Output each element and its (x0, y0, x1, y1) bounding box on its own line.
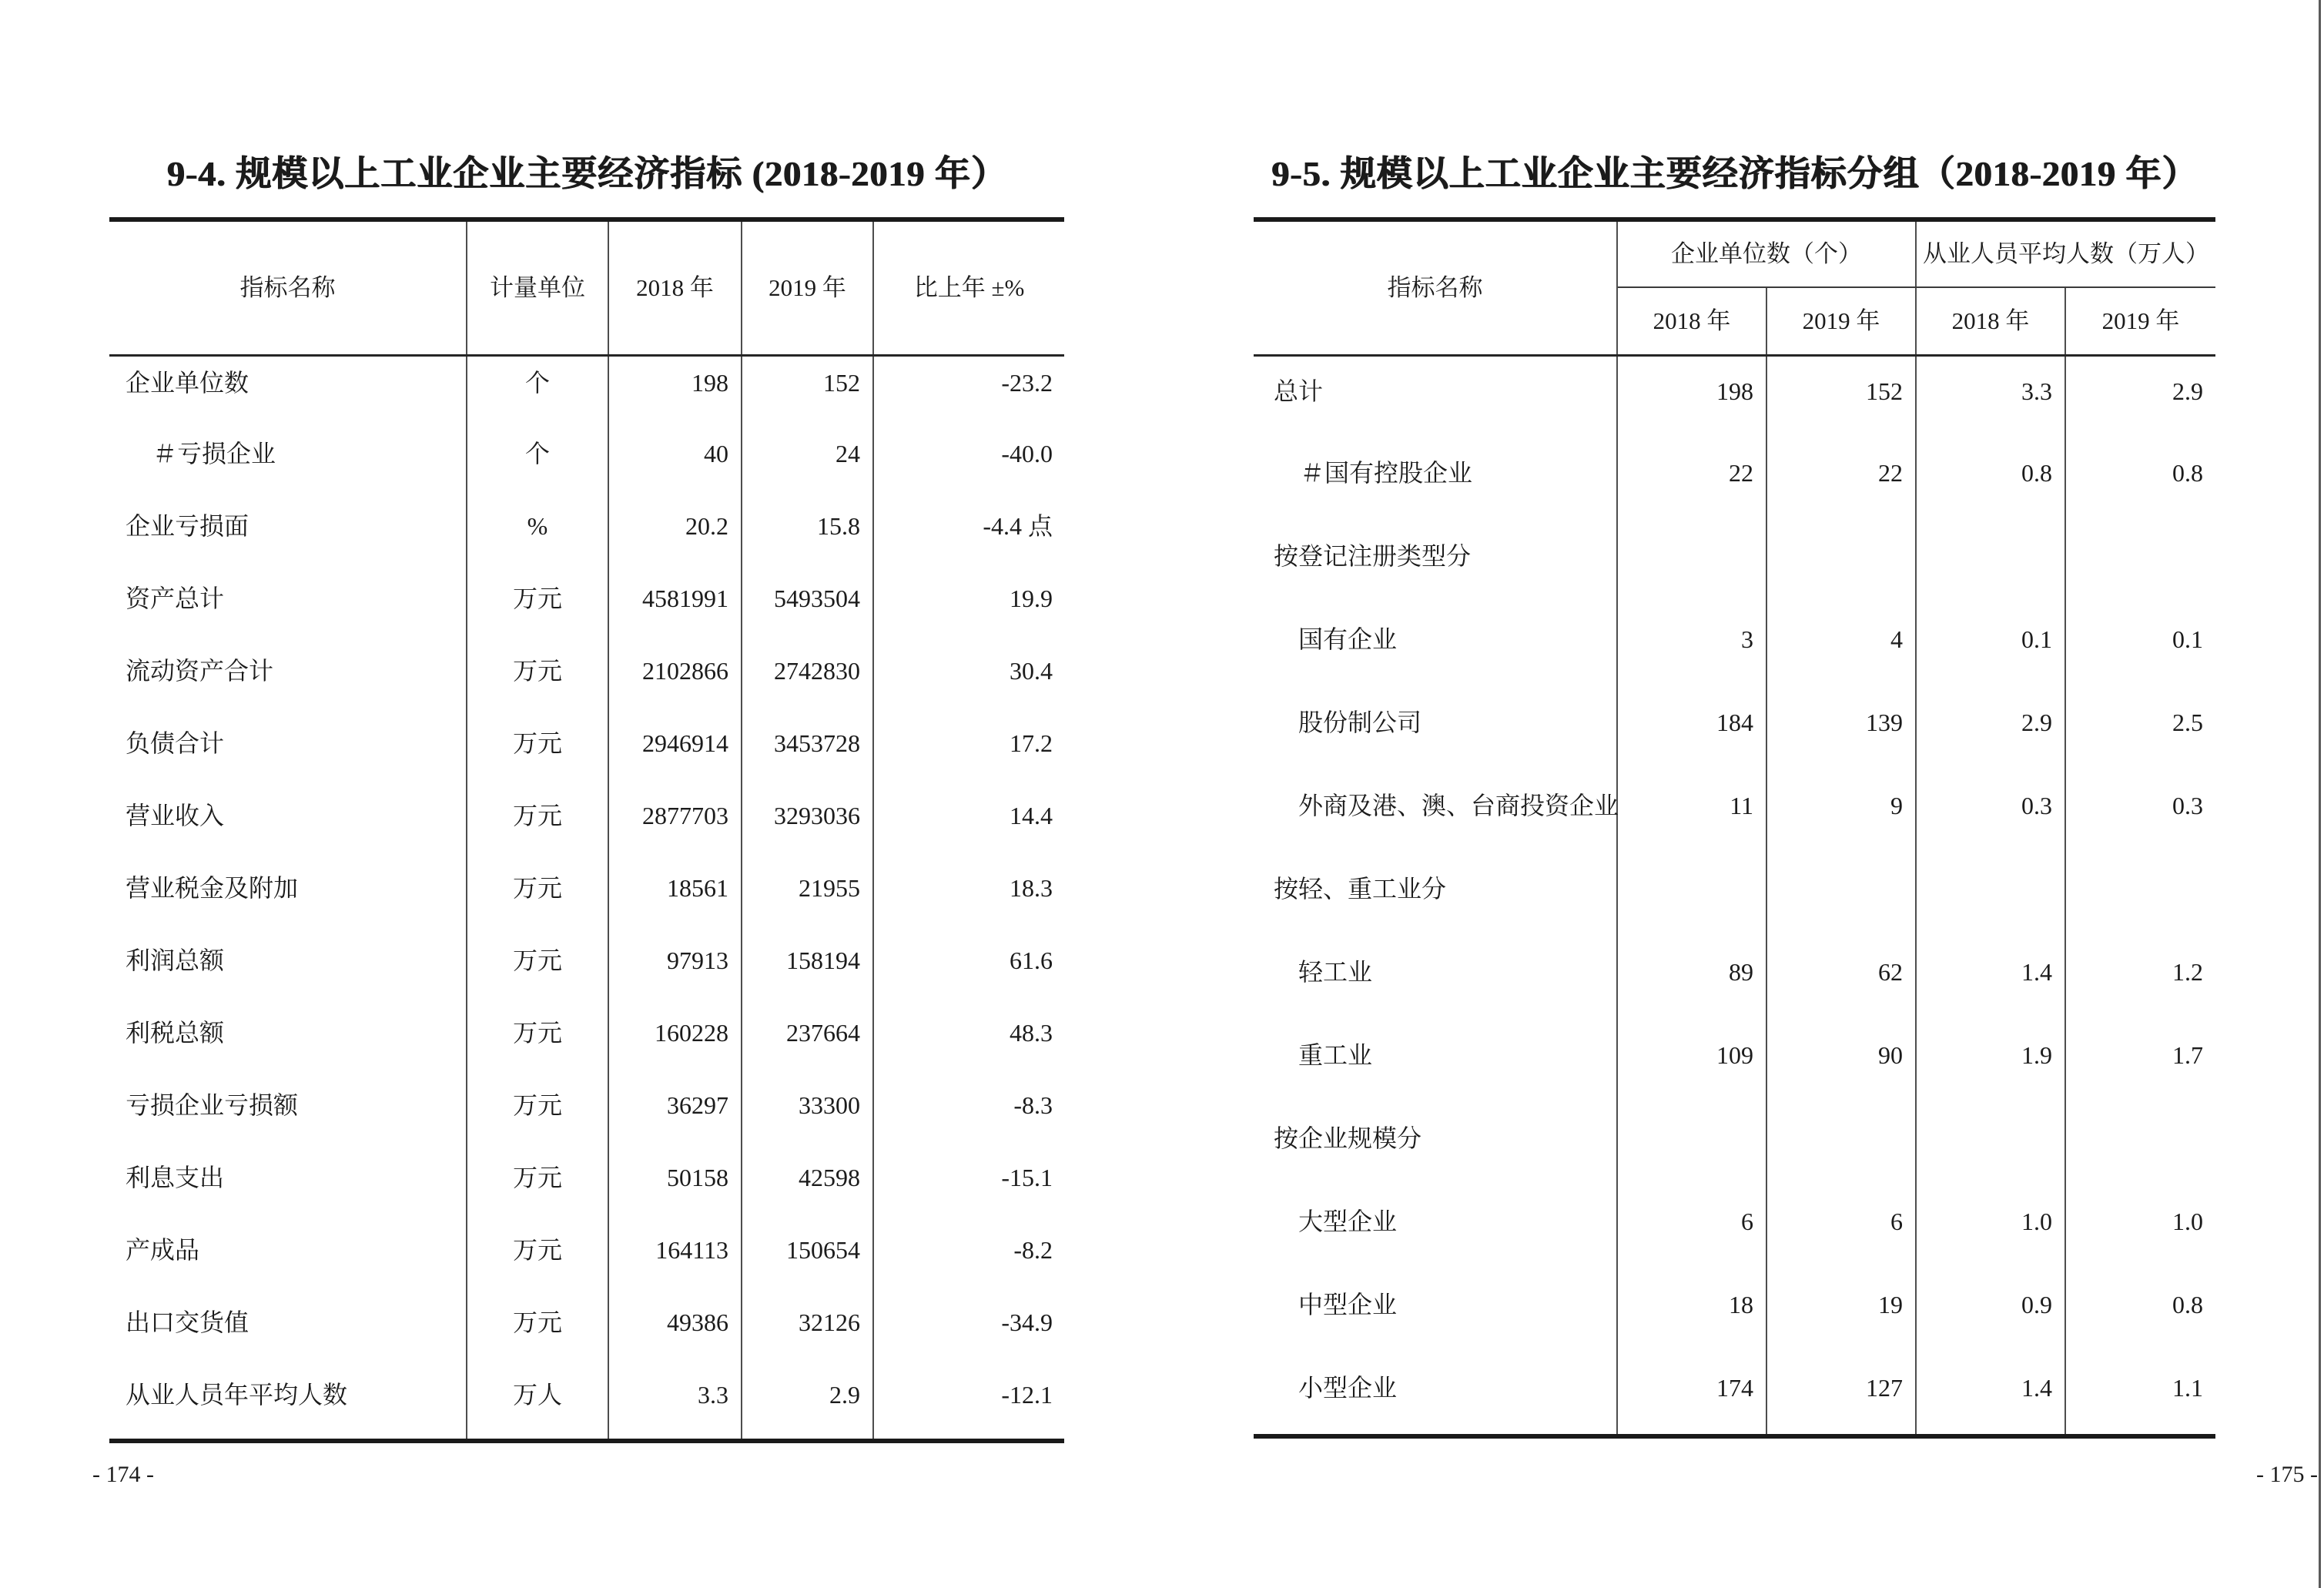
header-row (109, 219, 1064, 355)
table-row (1254, 521, 2215, 605)
row-label: 总计 (1254, 355, 1617, 438)
row-value: 1.7 (2172, 1041, 2203, 1069)
row-value: 万元 (467, 862, 608, 934)
row-value: 14.4 (1010, 802, 1053, 829)
table-9-5-body (1254, 355, 2215, 1436)
column-group-enterprise-units: 企业单位数（个） (1617, 219, 1916, 287)
row-value: 2.9 (2172, 377, 2203, 405)
row-value: 20.2 (608, 500, 742, 572)
row-value: 0.3 (1916, 771, 2065, 854)
column-group-average-employees: 从业人员平均人数（万人） (1916, 219, 2215, 287)
row-label: 国有企业 (1254, 605, 1617, 688)
page-edge-line (2319, 0, 2321, 1588)
row-value: 42598 (742, 1151, 873, 1224)
row-label: ＃国有控股企业 (1254, 438, 1617, 521)
row-value: 19.9 (1010, 585, 1053, 612)
row-value: -4.4 点 (983, 512, 1053, 540)
row-value: 18.3 (1010, 874, 1053, 902)
table-row (1254, 1020, 2215, 1104)
table-row (1254, 771, 2215, 854)
row-value: 3453728 (742, 717, 873, 789)
row-value (2065, 1104, 2215, 1187)
table-9-4-title: 9-4. 规模以上工业企业主要经济指标 (2018-2019 年） (166, 153, 1007, 193)
table-row (109, 934, 1064, 1007)
header-group-row (1254, 219, 2215, 287)
row-value: 2.9 (1916, 688, 2065, 771)
table-row (109, 427, 1064, 500)
row-value: % (467, 500, 608, 572)
column-header-employees-2018: 2018 年 (1916, 287, 2065, 355)
row-value: 0.1 (2172, 625, 2203, 653)
row-value: 50158 (608, 1151, 742, 1224)
table-row (1254, 438, 2215, 521)
row-value (2065, 854, 2215, 937)
row-value: 0.1 (1916, 605, 2065, 688)
table-row (109, 500, 1064, 572)
row-label: 企业单位数 (109, 355, 467, 427)
table-row (1254, 355, 2215, 438)
row-value: 6 (1617, 1187, 1766, 1270)
row-value: 1.2 (2172, 958, 2203, 986)
row-value: 90 (1766, 1020, 1916, 1104)
row-value: 4581991 (608, 572, 742, 645)
row-label: 资产总计 (109, 572, 467, 645)
row-value (1916, 854, 2065, 937)
table-row (109, 355, 1064, 427)
row-value: 40 (608, 427, 742, 500)
row-value: 160228 (608, 1007, 742, 1079)
table-row (1254, 688, 2215, 771)
row-value: -40.0 (1001, 440, 1053, 467)
table-row (109, 572, 1064, 645)
row-label: ＃亏损企业 (109, 427, 467, 500)
row-value: 3.3 (1916, 355, 2065, 438)
row-label: 亏损企业亏损额 (109, 1079, 467, 1151)
row-value: 109 (1617, 1020, 1766, 1104)
row-value: 62 (1766, 937, 1916, 1020)
row-value (2065, 521, 2215, 605)
row-value: 2.9 (742, 1369, 873, 1441)
row-label: 按轻、重工业分 (1254, 854, 1617, 937)
row-value (1916, 1104, 2065, 1187)
row-value: 36297 (608, 1079, 742, 1151)
row-value: 万元 (467, 717, 608, 789)
row-value: 18561 (608, 862, 742, 934)
row-value: 个 (467, 427, 608, 500)
table-row (1254, 1353, 2215, 1436)
row-label: 从业人员年平均人数 (109, 1369, 467, 1441)
row-label: 大型企业 (1254, 1187, 1617, 1270)
row-value: 0.3 (2172, 792, 2203, 819)
table-9-4-header (109, 219, 1064, 355)
table-row (1254, 1187, 2215, 1270)
row-value (1916, 521, 2065, 605)
row-label: 产成品 (109, 1224, 467, 1296)
row-value: 17.2 (1010, 729, 1053, 757)
row-value: 61.6 (1010, 946, 1053, 974)
row-label: 出口交货值 (109, 1296, 467, 1369)
row-value: 152 (1766, 355, 1916, 438)
table-row (1254, 854, 2215, 937)
row-label: 利润总额 (109, 934, 467, 1007)
row-value: 万元 (467, 1079, 608, 1151)
table-row (1254, 1270, 2215, 1353)
column-header-employees-2019: 2019 年 (2065, 287, 2215, 355)
row-value: 4 (1766, 605, 1916, 688)
row-value: 万元 (467, 572, 608, 645)
row-value: 24 (742, 427, 873, 500)
table-9-4 (109, 217, 1064, 1443)
row-value: 33300 (742, 1079, 873, 1151)
row-value: 0.8 (1916, 438, 2065, 521)
row-value: 184 (1617, 688, 1766, 771)
column-header-indicator-name: 指标名称 (109, 219, 467, 355)
row-value (1766, 521, 1916, 605)
row-value: 18 (1617, 1270, 1766, 1353)
row-value: 万元 (467, 789, 608, 862)
row-value: 174 (1617, 1353, 1766, 1436)
row-value: 万人 (467, 1369, 608, 1441)
row-value: -8.3 (1013, 1091, 1053, 1119)
row-value: 1.0 (2172, 1208, 2203, 1235)
table-row (109, 1079, 1064, 1151)
table-row (1254, 937, 2215, 1020)
row-value: 152 (742, 355, 873, 427)
row-value: 139 (1766, 688, 1916, 771)
page-number-174: - 174 - (92, 1462, 154, 1487)
table-row (109, 1369, 1064, 1441)
row-value: 89 (1617, 937, 1766, 1020)
page-number-175: - 175 - (2256, 1462, 2318, 1487)
row-value: 9 (1766, 771, 1916, 854)
row-value: 万元 (467, 1007, 608, 1079)
table-row (109, 1296, 1064, 1369)
row-label: 轻工业 (1254, 937, 1617, 1020)
row-label: 小型企业 (1254, 1353, 1617, 1436)
row-value: 万元 (467, 1151, 608, 1224)
table-row (109, 789, 1064, 862)
row-value: 97913 (608, 934, 742, 1007)
row-value: 0.8 (2172, 1291, 2203, 1318)
table-9-5-title: 9-5. 规模以上工业企业主要经济指标分组（2018-2019 年） (1271, 153, 2198, 193)
row-label: 股份制公司 (1254, 688, 1617, 771)
row-value: 2946914 (608, 717, 742, 789)
row-label: 外商及港、澳、台商投资企业 (1254, 771, 1617, 854)
row-value: 万元 (467, 934, 608, 1007)
table-row (1254, 1104, 2215, 1187)
row-value: 0.9 (1916, 1270, 2065, 1353)
row-value: -23.2 (1001, 368, 1053, 397)
row-value: 30.4 (1010, 657, 1053, 685)
row-value: 22 (1617, 438, 1766, 521)
row-value: 127 (1766, 1353, 1916, 1436)
row-value: 个 (467, 355, 608, 427)
column-header-units-2019: 2019 年 (1766, 287, 1916, 355)
row-value: -8.2 (1013, 1236, 1053, 1264)
row-label: 按企业规模分 (1254, 1104, 1617, 1187)
row-value: 1.9 (1916, 1020, 2065, 1104)
row-label: 按登记注册类型分 (1254, 521, 1617, 605)
row-value: 198 (608, 355, 742, 427)
row-value: 32126 (742, 1296, 873, 1369)
row-value: 19 (1766, 1270, 1916, 1353)
column-header-indicator-name: 指标名称 (1254, 219, 1617, 355)
row-value: 1.1 (2172, 1374, 2203, 1402)
row-label: 流动资产合计 (109, 645, 467, 717)
row-value: 2102866 (608, 645, 742, 717)
row-value: 49386 (608, 1296, 742, 1369)
table-row (109, 717, 1064, 789)
row-value: 6 (1766, 1187, 1916, 1270)
row-value: 22 (1766, 438, 1916, 521)
row-value (1617, 521, 1766, 605)
table-row (109, 1224, 1064, 1296)
row-label: 营业收入 (109, 789, 467, 862)
row-value: 1.0 (1916, 1187, 2065, 1270)
row-value: 198 (1617, 355, 1766, 438)
row-label: 利息支出 (109, 1151, 467, 1224)
row-value: -12.1 (1001, 1381, 1053, 1409)
row-label: 负债合计 (109, 717, 467, 789)
row-value: 15.8 (742, 500, 873, 572)
row-value: 158194 (742, 934, 873, 1007)
row-value: 2.5 (2172, 709, 2203, 736)
table-row (109, 645, 1064, 717)
row-value: 48.3 (1010, 1019, 1053, 1047)
row-value: 万元 (467, 645, 608, 717)
column-header-unit: 计量单位 (467, 219, 608, 355)
row-label: 企业亏损面 (109, 500, 467, 572)
row-value: 2877703 (608, 789, 742, 862)
row-value: -15.1 (1001, 1164, 1053, 1191)
row-value: 164113 (608, 1224, 742, 1296)
row-value: 1.4 (1916, 937, 2065, 1020)
row-label: 利税总额 (109, 1007, 467, 1079)
row-value: 万元 (467, 1296, 608, 1369)
row-value: 3 (1617, 605, 1766, 688)
row-value: 万元 (467, 1224, 608, 1296)
table-row (109, 1007, 1064, 1079)
row-value: 3.3 (608, 1369, 742, 1441)
row-value (1766, 854, 1916, 937)
row-label: 营业税金及附加 (109, 862, 467, 934)
table-9-5-header (1254, 219, 2215, 355)
row-value: 11 (1617, 771, 1766, 854)
row-value: 2742830 (742, 645, 873, 717)
row-value: 0.8 (2172, 459, 2203, 487)
column-header-units-2018: 2018 年 (1617, 287, 1766, 355)
column-header-change: 比上年 ±% (873, 219, 1064, 355)
row-value: 150654 (742, 1224, 873, 1296)
row-value (1766, 1104, 1916, 1187)
table-row (109, 862, 1064, 934)
row-value (1617, 1104, 1766, 1187)
column-header-2018: 2018 年 (608, 219, 742, 355)
row-label: 重工业 (1254, 1020, 1617, 1104)
row-value: -34.9 (1001, 1308, 1053, 1336)
row-value: 237664 (742, 1007, 873, 1079)
row-value: 21955 (742, 862, 873, 934)
row-value: 3293036 (742, 789, 873, 862)
column-header-2019: 2019 年 (742, 219, 873, 355)
table-9-5 (1254, 217, 2215, 1439)
row-value (1617, 854, 1766, 937)
row-label: 中型企业 (1254, 1270, 1617, 1353)
row-value: 5493504 (742, 572, 873, 645)
table-row (1254, 605, 2215, 688)
table-9-4-body (109, 355, 1064, 1441)
row-value: 1.4 (1916, 1353, 2065, 1436)
table-row (109, 1151, 1064, 1224)
